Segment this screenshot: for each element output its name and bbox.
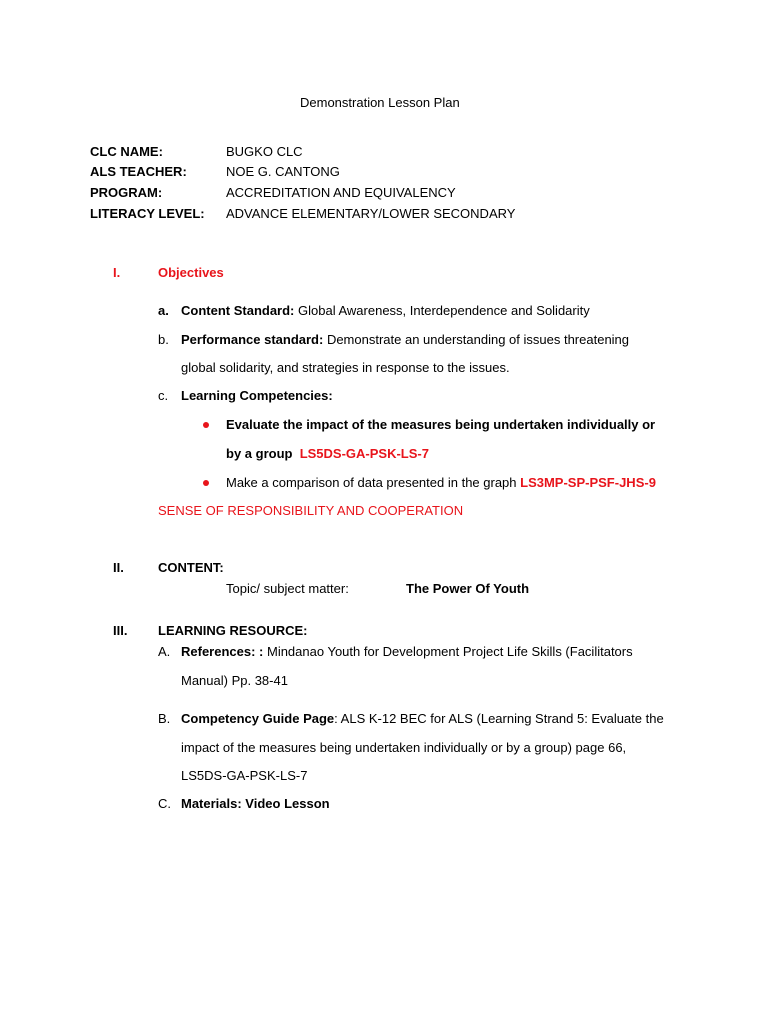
content-heading: CONTENT: <box>158 560 224 575</box>
learning-resource-heading: LEARNING RESOURCE: <box>158 623 308 638</box>
page-title: Demonstration Lesson Plan <box>300 95 460 110</box>
clc-name-label: CLC NAME: <box>90 144 163 159</box>
performance-standard-line2: global solidarity, and strategies in response to the issues. <box>181 360 510 375</box>
competency-guide-line2: impact of the measures being undertaken individually or by a group) page 66, <box>181 740 627 755</box>
content-standard <box>181 303 590 319</box>
content-standard-text: Global Awareness, Interdependence and Solidarity <box>294 303 590 318</box>
topic-label: Topic/ subject matter: <box>226 581 349 596</box>
resource-c-marker: C. <box>158 796 171 811</box>
program-label: PROGRAM: <box>90 185 163 200</box>
section-2-number: II. <box>113 560 124 575</box>
performance-standard <box>181 332 629 348</box>
literacy-level-label: LITERACY LEVEL: <box>90 206 205 221</box>
competency-2-text: Make a comparison of data presented in the graph <box>226 475 521 490</box>
competency-1-line2 <box>226 446 429 462</box>
competency-guide-label: Competency Guide Page <box>181 711 335 726</box>
als-teacher-value: NOE G. CANTONG <box>226 164 340 179</box>
content-standard-label: Content Standard: <box>181 303 295 318</box>
item-c-marker: c. <box>158 388 169 403</box>
section-3-number: III. <box>113 623 128 638</box>
performance-standard-label: Performance standard: <box>181 332 324 347</box>
als-teacher-label: ALS TEACHER: <box>90 164 187 179</box>
bullet-icon <box>203 422 209 428</box>
competency-2 <box>226 475 656 491</box>
references-line2: Manual) Pp. 38-41 <box>181 673 288 688</box>
competency-guide-text: : ALS K-12 BEC for ALS (Learning Strand 5: Evaluate the <box>334 711 664 726</box>
bullet-icon <box>203 480 209 486</box>
resource-b-marker: B. <box>158 711 171 726</box>
competency-1-line1: Evaluate the impact of the measures being undertaken individually or <box>226 417 656 432</box>
section-1-number: I. <box>113 265 121 280</box>
literacy-level-value: ADVANCE ELEMENTARY/LOWER SECONDARY <box>226 206 516 221</box>
competency-1-code: LS5DS-GA-PSK-LS-7 <box>299 446 429 461</box>
competency-guide-line3: LS5DS-GA-PSK-LS-7 <box>181 768 308 783</box>
references-label: References: : <box>181 644 264 659</box>
program-value: ACCREDITATION AND EQUIVALENCY <box>226 185 456 200</box>
references-text: Mindanao Youth for Development Project Life Skills (Facilitators <box>263 644 633 659</box>
performance-standard-text: Demonstrate an understanding of issues threatening <box>323 332 630 347</box>
competency-2-code: LS3MP-SP-PSF-JHS-9 <box>520 475 656 490</box>
item-a-marker: a. <box>158 303 169 318</box>
materials: Materials: Video Lesson <box>181 796 330 811</box>
values-statement: SENSE OF RESPONSIBILITY AND COOPERATION <box>158 503 464 518</box>
objectives-heading: Objectives <box>158 265 224 280</box>
competency-1-text: by a group <box>226 446 293 461</box>
references <box>181 644 633 660</box>
clc-name-value: BUGKO CLC <box>226 144 303 159</box>
resource-a-marker: A. <box>158 644 171 659</box>
learning-competencies-label: Learning Competencies: <box>181 388 333 403</box>
competency-guide <box>181 711 664 727</box>
topic-value: The Power Of Youth <box>406 581 530 596</box>
item-b-marker: b. <box>158 332 169 347</box>
